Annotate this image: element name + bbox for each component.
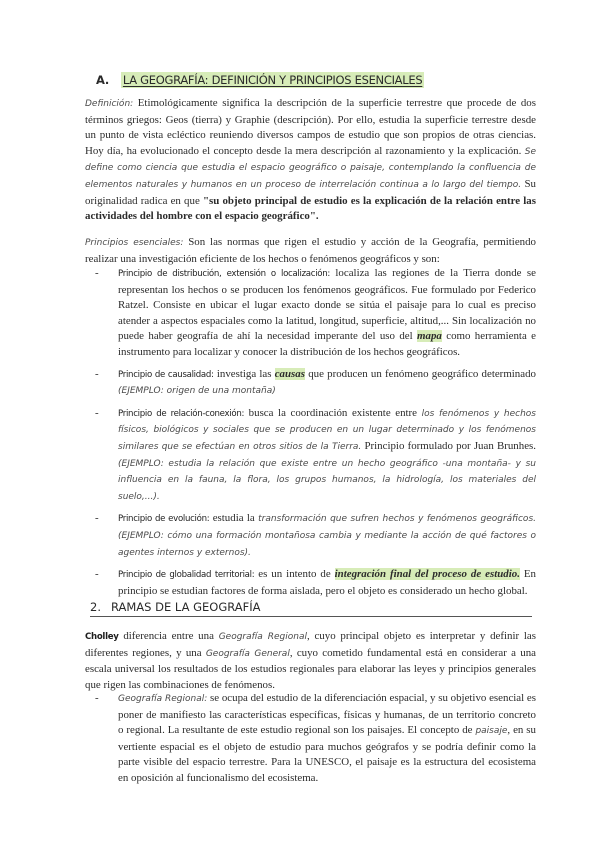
principle-tail: En principio se estudian factores de forma aislada, pero el objeto es considerado un hecho global. (118, 568, 536, 597)
principle-emphasis: transformación que sufren hechos y fenómenos geográficos. (258, 514, 536, 525)
branches-intro-paragraph (85, 629, 536, 693)
principle-term: Principio de distribución, extensión o localización: (118, 269, 330, 279)
principle-item-globality (118, 567, 536, 599)
principle-tail: Principio formulado por Juan Brunhes. (361, 439, 536, 452)
intro-author: Cholley (85, 632, 119, 642)
branch-emphasis: paisaje (475, 726, 508, 737)
branch-term: Geografía Regional: (118, 694, 208, 704)
principle-tail: como herramienta e instrumento para localizar y conocer la distribución de los hechos geográficos. (118, 330, 537, 358)
section-a-title: LA GEOGRAFÍA: DEFINICIÓN Y PRINCIPIOS ESENCIALES (122, 73, 423, 87)
definition-label: Definición: (85, 99, 134, 109)
principles-intro-paragraph (85, 235, 536, 267)
principle-example: (EJEMPLO: estudia la relación que existe entre un hecho geográfico -una montaña- y su influencia en la fauna, la flora, los grupos humanos, la hidrología, los materiales del suelo,...). (118, 458, 536, 502)
intro-text-2: , cuyo principal objeto es interpretar y definir las diferentes regiones, y una (85, 630, 536, 659)
principle-text: es un intento de (254, 568, 335, 581)
definition-text-2: Su originalidad radica en que (85, 177, 536, 207)
principle-example: (EJEMPLO: cómo una formación montañosa cambia y mediante la acción de qué factores o agentes internos y externos). (118, 530, 536, 558)
section-2-number: 2. (90, 600, 101, 614)
principle-example: (EJEMPLO: origen de una montaña) (118, 386, 276, 397)
principle-text: localiza las regiones de la Tierra donde se representan los hechos o se producen los fenómenos geográficos. Fue formulado por Federico Ratzel. Consiste en ubicar el lugar exacto donde se sitúa el paisaje para lo cual es preciso atender a aspectos espaciales como la latitud, longitud, superficie, altitud,... Sin localización no puede haber geografía de ahí la necesidad imperante del uso del (118, 267, 536, 343)
principle-text: investiga las (213, 367, 275, 380)
definition-bold: "su objeto principal de estudio es la explicación de la relación entre las actividades del hombre con el espacio geográfico". (85, 194, 536, 223)
principle-text: estudia la (209, 512, 259, 525)
intro-emphasis-2: Geografía General (205, 648, 290, 659)
principle-emphasis: causas (274, 367, 305, 380)
branch-item-regional (118, 691, 536, 787)
branches-list (118, 691, 536, 787)
definition-paragraph (85, 96, 536, 225)
intro-emphasis-1: Geografía Regional (218, 632, 307, 642)
section-a-number: A. (96, 73, 109, 87)
principle-emphasis: los fenómenos y hechos físicos, biológicos y sociales que se producen en un lugar determinado y los fenómenos similares que se efectúan en otros sitios de la Tierra. (118, 408, 536, 452)
principle-item-distribution (118, 266, 536, 361)
principle-term: Principio de causalidad: (118, 369, 214, 380)
principle-term: Principio de relación-conexión: (118, 408, 245, 419)
definition-text-1: Etimológicamente significa la descripción de la superficie terrestre que procede de dos términos griegos: Geos (tierra) y Graphie (descripción). Por ello, estudia la superficie terrestre desde un punto de vista ecléctico reuniendo diversos campos de estudio que son propios de otras ciencias. Hoy día, ha evolucionado el concepto desde la mera descripción al razonamiento y la explicación. (85, 97, 536, 157)
principle-emphasis: mapa (417, 330, 442, 343)
branch-text-2: , en su vertiente espacial es el objeto de estudio para muchos geógrafos y se podría definir como la parte visible del espacio terrestre. Para la UNESCO, el paisaje es la estructura del ecosistema en oposición al funcionalismo del ecosistema. (118, 724, 536, 784)
principle-term: Principio de globalidad territorial: (118, 570, 255, 581)
principle-item-causality (118, 367, 536, 400)
branch-text-1: se ocupa del estudio de la diferenciación espacial, y su objetivo esencial es poner de manifiesto las características específicas, físicas y humanas, de un territorio concreto o regional. La resultante de este estudio regional son los paisajes. El concepto de (118, 692, 536, 737)
principles-label: Principios esenciales: (85, 238, 184, 248)
principles-intro: Son las normas que rigen el estudio y acción de la Geografía, permitiendo realizar una investigación eficiente de los hechos o fenómenos geográficos y son: (85, 236, 536, 265)
principle-emphasis: integración final del proceso de estudio. (334, 568, 520, 581)
principle-text: busca la coordinación existente entre (244, 406, 422, 419)
section-2-title: RAMAS DE LA GEOGRAFÍA (110, 600, 261, 614)
intro-text-3: , cuyo cometido fundamental está en considerar a una escala universal los resultados de los estudios regionales para elaborar las leyes y principios generales que rigen las combinaciones de fenómenos. (85, 646, 536, 691)
principle-tail: que producen un fenómeno geográfico determinado (304, 367, 536, 380)
intro-text-1: diferencia entre una (118, 630, 219, 642)
principles-list (118, 266, 536, 599)
principle-term: Principio de evolución: (118, 514, 210, 525)
section-2-heading (90, 600, 532, 617)
principle-item-relation (118, 406, 536, 506)
principle-item-evolution (118, 511, 536, 561)
section-a-heading (96, 73, 424, 87)
definition-italic: Se define como ciencia que estudia el espacio geográfico o paisaje, contemplando la confluencia de elementos naturales y humanos en un proceso de interrelación continua a lo largo del tiempo. (85, 146, 536, 190)
